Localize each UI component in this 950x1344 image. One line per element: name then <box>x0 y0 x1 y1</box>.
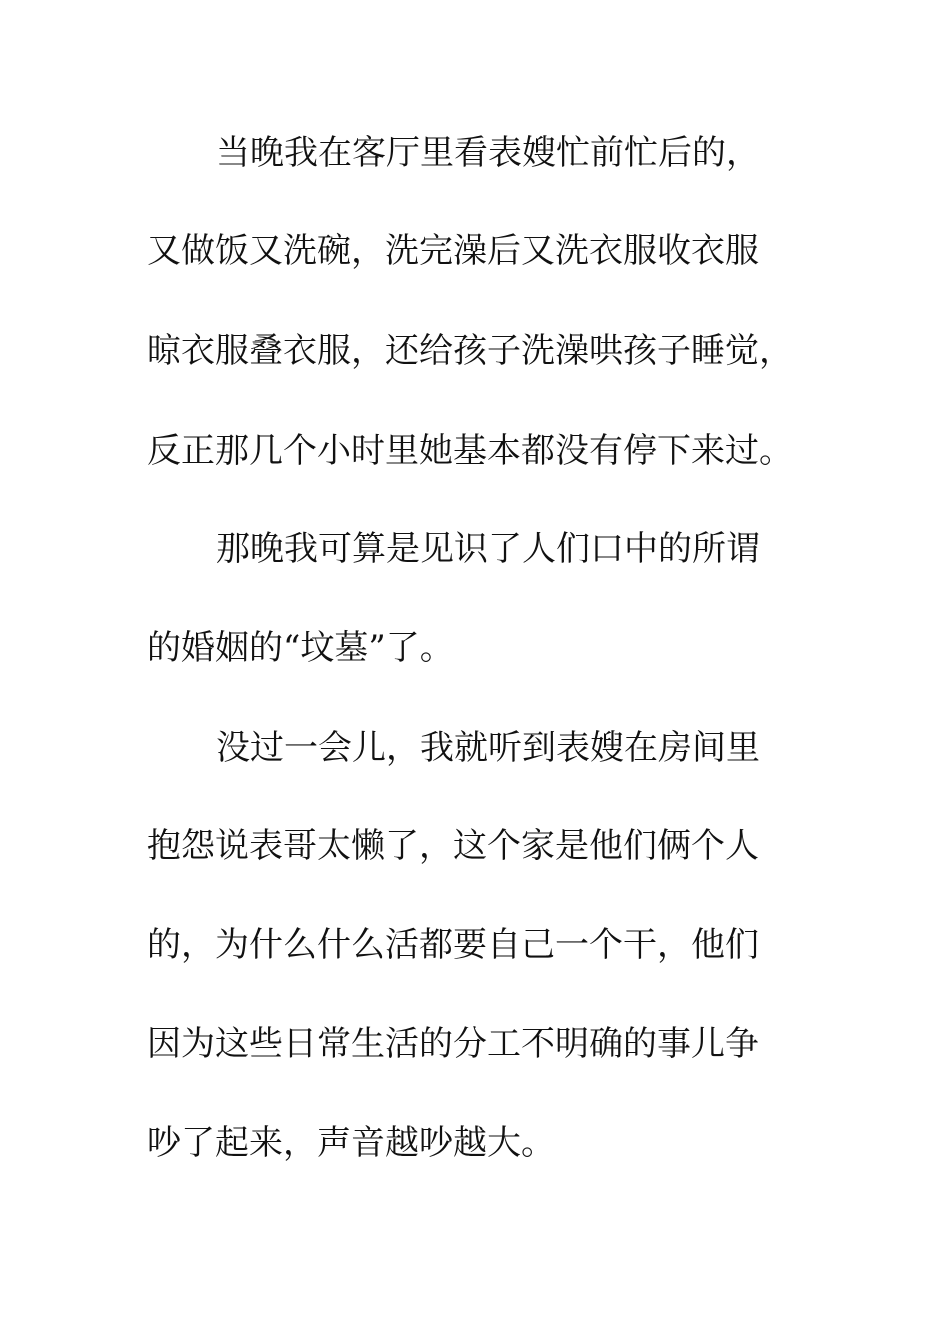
text-line: 抱怨说表哥太懒了，这个家是他们俩个人 <box>147 826 759 866</box>
text-line: 的婚姻的“坟墓”了。 <box>147 628 454 668</box>
text-line: 因为这些日常生活的分工不明确的事儿争 <box>147 1024 759 1064</box>
text-line: 晾衣服叠衣服，还给孩子洗澡哄孩子睡觉， <box>147 331 793 371</box>
text-line: 反正那几个小时里她基本都没有停下来过。 <box>147 431 793 471</box>
text-line: 没过一会儿，我就听到表嫂在房间里 <box>216 728 760 768</box>
text-line: 的，为什么什么活都要自己一个干，他们 <box>147 925 759 965</box>
text-line: 那晚我可算是见识了人们口中的所谓 <box>216 529 760 569</box>
text-line: 又做饭又洗碗，洗完澡后又洗衣服收衣服 <box>147 231 759 271</box>
text-line: 吵了起来，声音越吵越大。 <box>147 1123 555 1163</box>
text-line: 当晚我在客厅里看表嫂忙前忙后的， <box>216 133 760 173</box>
